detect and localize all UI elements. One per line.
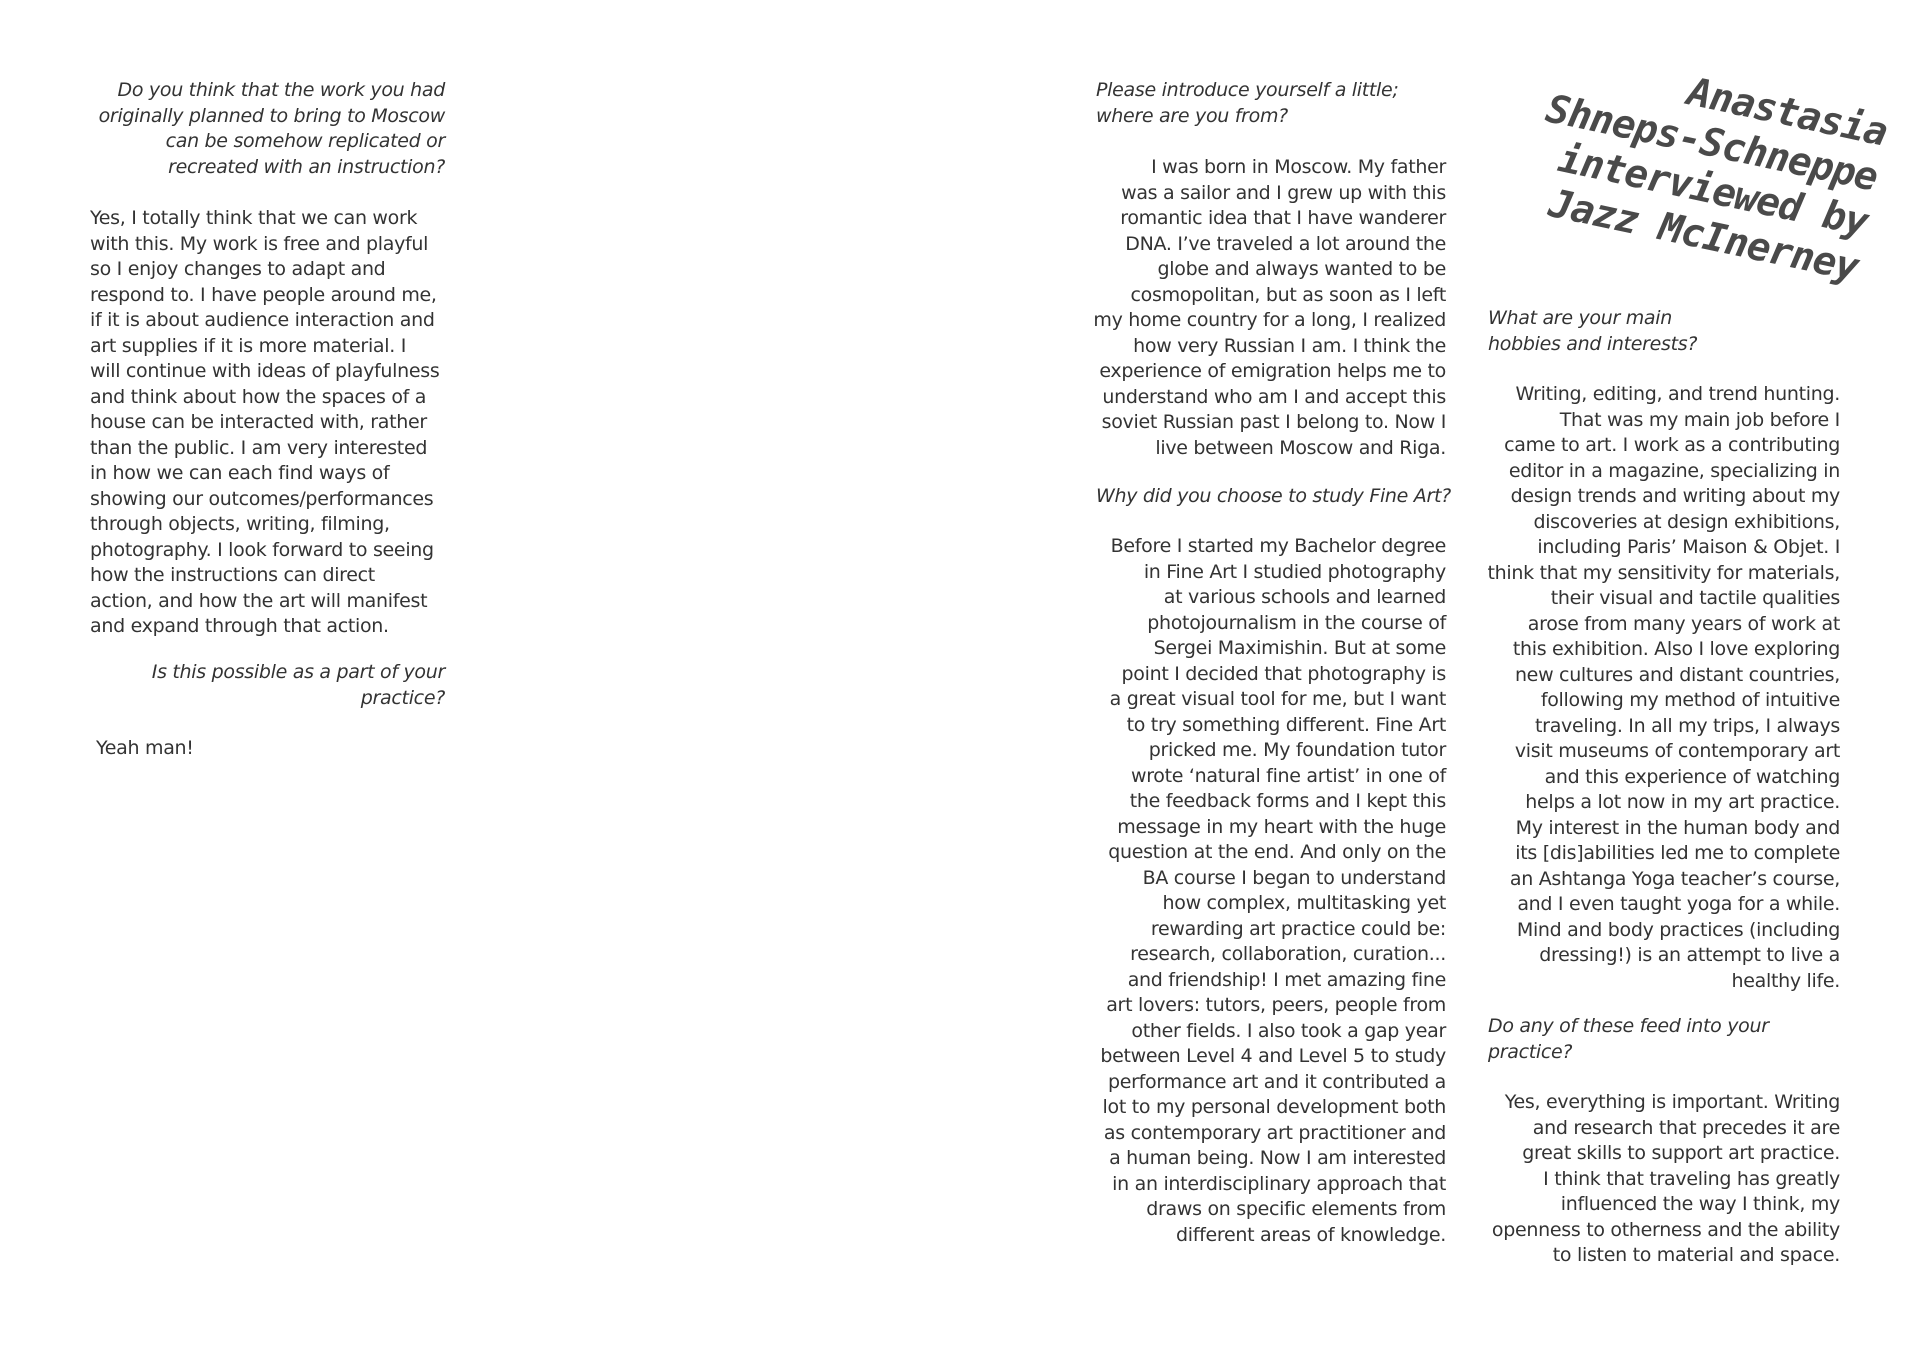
question-hobbies: What are your main hobbies and interests? (1488, 307, 1698, 355)
answer-introduce-yourself: I was born in Moscow. My father was a sailor and I grew up with this romantic idea that I have wanderer DNA. I’ve traveled a lot around the globe and always wanted to be cosmopolitan, but as soon as I left my home country for a long, I realized how very Russian I am. I think the experience of emigration helps me to understand who am I and accept this soviet Russian past I belong to. Now I live between Moscow and Riga. (1093, 156, 1446, 459)
question-introduce-yourself: Please introduce yourself a little; where are you from? (1096, 79, 1399, 127)
answer-feed-into-practice: Yes, everything is important. Writing and research that precedes it are great skills to support art practice. I think that traveling has greatly influenced the way I think, my openness to otherness and the ability to listen to material and space. (1491, 1091, 1840, 1266)
question-feed-into-practice: Do any of these feed into your practice? (1488, 1015, 1769, 1063)
answer-practice-possible: Yeah man! (96, 737, 194, 759)
answer-why-fine-art: Before I started my Bachelor degree in Fine Art I studied photography at various schools and learned photojournalism in the course of Sergei Maximishin. But at some point I decided that photography is a great visual tool for me, but I want to try something different. Fine Art pricked me. My foundation tutor wrote ‘natural fine artist’ in one of the feedback forms and I kept this message in my heart with the huge question at the end. And only on the BA course I began to understand how complex, multitasking yet rewarding art practice could be: research, collaboration, curation... and friendship! I met amazing fine art lovers: tutors, peers, people from other fields. I also took a gap year between Level 4 and Level 5 to study performance art and it contributed a lot to my personal development both as contemporary art practitioner and a human being. Now I am interested in an interdisciplinary approach that draws on specific elements from different areas of knowledge. (1100, 535, 1446, 1246)
question-reinstruction: Do you think that the work you had originally planned to bring to Moscow can be somehow replicated or recreated with an instruction? (98, 79, 445, 178)
question-why-fine-art: Why did you choose to study Fine Art? (1096, 485, 1451, 507)
interview-title: Anastasia Shneps-Schneppe interviewed by Jazz McInerney (1542, 69, 1891, 291)
question-practice-possible: Is this possible as a part of your practice? (151, 661, 445, 709)
answer-reinstruction: Yes, I totally think that we can work with this. My work is free and playful so I enjoy changes to adapt and respond to. I have people around me, if it is about audience interaction and art supplies if it is more material. I will continue with ideas of playfulness and think about how the spaces of a house can be interacted with, rather than the public. I am very interested in how we can each find ways of showing our outcomes/performances through objects, writing, filming, photography. I look forward to seeing how the instructions can direct action, and how the art will manifest and expand through that action. (90, 207, 440, 637)
answer-hobbies: Writing, editing, and trend hunting. That was my main job before I came to art. I work as a contributing editor in a magazine, specializing in design trends and writing about my discoveries at design exhibitions, including Paris’ Maison & Objet. I think that my sensitivity for materials, their visual and tactile qualities arose from many years of work at this exhibition. Also I love exploring new cultures and distant countries, following my method of intuitive traveling. In all my trips, I always visit museums of contemporary art and this experience of watching helps a lot now in my art practice. My interest in the human body and its [dis]abilities led me to complete an Ashtanga Yoga teacher’s course, and I even taught yoga for a while. Mind and body practices (including dressing!) is an attempt to live a healthy life. (1487, 383, 1840, 992)
